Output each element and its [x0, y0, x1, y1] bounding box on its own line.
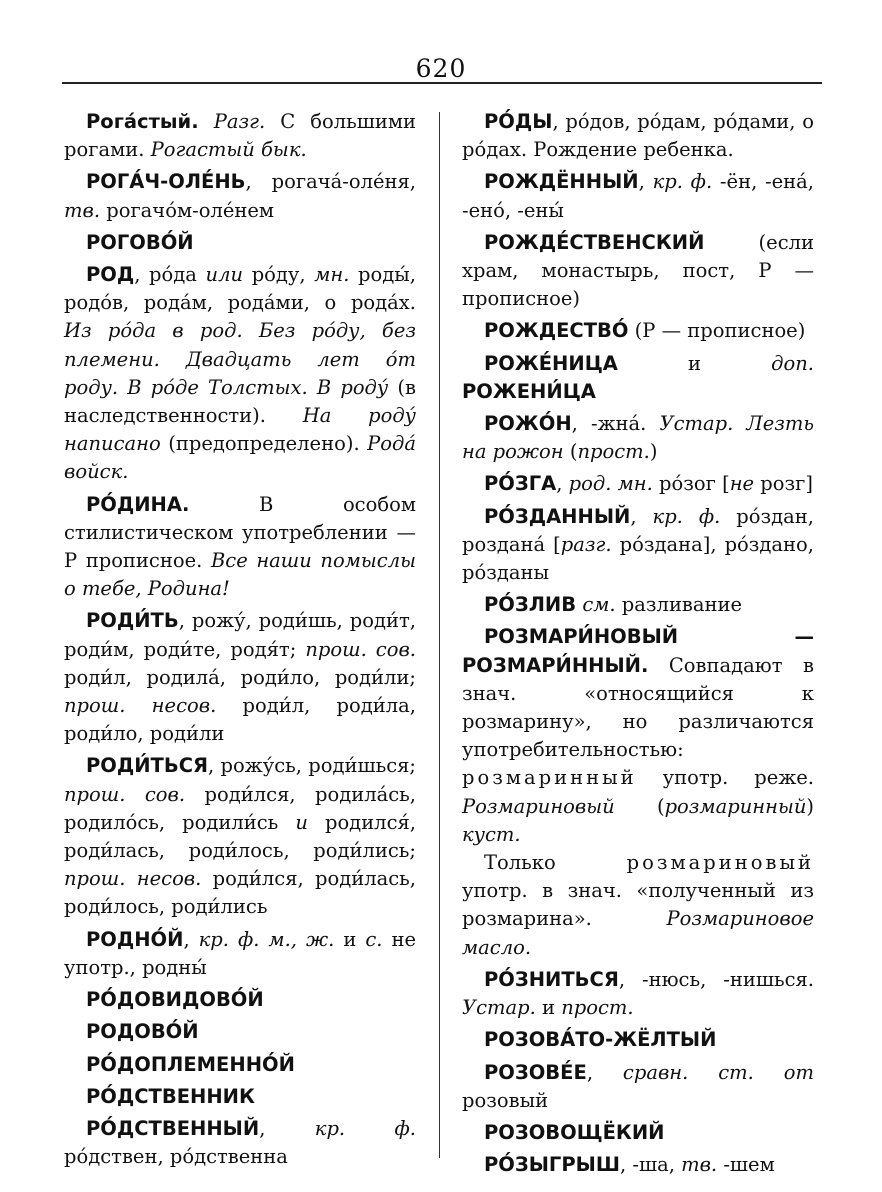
- entry-text: ро́зог [: [652, 472, 730, 496]
- entry-text: разливание: [615, 593, 743, 617]
- entry-headword: РОГОВО́Й: [86, 230, 194, 254]
- dictionary-entry: [462, 410, 814, 466]
- entry-headword: РОЗОВОЩЁКИЙ: [484, 1120, 665, 1144]
- entry-text: употр. в знач. «полученный из розмарина».: [462, 879, 814, 931]
- entry-text: ,: [638, 170, 653, 194]
- dictionary-entry: [462, 168, 814, 224]
- dictionary-entry: [64, 108, 416, 164]
- dictionary-entry: [462, 623, 814, 849]
- entry-italic-text: Из ро́да в род. Без ро́ду, без племени. Двадцать лет о́т роду. В ро́де Толстых. В роду́: [64, 319, 416, 399]
- entry-headword: РО́ДИНА.: [86, 492, 190, 516]
- entry-italic-text: розмаринный: [664, 794, 807, 818]
- entry-headword: РО́ЗДАННЫЙ: [484, 504, 631, 528]
- entry-italic-text: Устар.: [462, 996, 536, 1020]
- dictionary-entry: [462, 591, 814, 619]
- entry-italic-text: прош. несов.: [64, 694, 217, 718]
- entry-text: ,: [259, 1116, 315, 1140]
- entry-text: и: [535, 996, 562, 1020]
- dictionary-entry: [64, 926, 416, 982]
- dictionary-entry: [462, 1151, 814, 1179]
- entry-italic-text: род. мн.: [568, 472, 653, 496]
- entry-italic-text: Разг.: [213, 110, 266, 133]
- entry-italic-text: или: [205, 263, 244, 287]
- dictionary-entry: [462, 350, 814, 406]
- entry-headword: РО́ДСТВЕННИК: [86, 1084, 255, 1108]
- entry-italic-text: разг.: [560, 532, 612, 556]
- entry-text: , -нюсь, -нишься.: [618, 967, 814, 991]
- dictionary-entry: [462, 317, 814, 345]
- entry-headword: РО́ЗЫГРЫШ: [484, 1153, 620, 1177]
- entry-text: (если храм, монастырь, пост, Р — прописное): [462, 230, 814, 311]
- entry-headword: РО́ДЫ: [484, 110, 553, 133]
- entry-italic-text: прош. сов.: [64, 782, 186, 806]
- entry-text: [199, 110, 214, 133]
- entry-italic-text: На роду́ написано: [64, 404, 416, 456]
- entry-text: -ён, -ена́, -ено́, -ены́: [462, 170, 814, 222]
- entry-headword: РОЖЕНИ́ЦА: [462, 379, 596, 403]
- entry-text: , -жна́.: [571, 412, 660, 436]
- entry-headword: РОДИ́ТЬСЯ: [86, 754, 209, 778]
- dictionary-entry: [462, 1059, 814, 1115]
- entry-italic-text: прош. несов.: [64, 867, 202, 891]
- entry-italic-text: см.: [582, 593, 616, 617]
- entry-headword: РОЗОВЕ́Е: [484, 1060, 587, 1084]
- entry-italic-text: кр. ф.: [652, 504, 721, 528]
- entry-headword: РОЖДЁННЫЙ: [484, 170, 639, 194]
- entry-text: (: [614, 794, 665, 818]
- dictionary-entry: [462, 849, 814, 962]
- dictionary-entry: [64, 261, 416, 487]
- header-rule: [62, 82, 822, 84]
- entry-headword: РОЗОВА́ТО-ЖЁЛТЫЙ: [484, 1028, 717, 1052]
- entry-text: роди́лся, роди́лась, роди́лось, роди́лись: [64, 867, 416, 919]
- entry-headword: РОЗМАРИ́НОВЫЙ — РОЗМАРИ́ННЫЙ.: [462, 625, 814, 677]
- entry-italic-text: Устар. Лезть на рожон: [462, 412, 814, 464]
- entry-italic-text: с.: [365, 927, 383, 951]
- entry-italic-text: Рода́ войск.: [64, 432, 416, 484]
- entry-italic-text: Все наши помыслы о тебе, Родина!: [64, 549, 416, 601]
- entry-text: (в наследственности).: [64, 375, 416, 428]
- entry-headword: РО́ДСТВЕННЫЙ: [86, 1116, 260, 1140]
- dictionary-entry: [462, 1026, 814, 1054]
- entry-text: , ро́дов, ро́дам, ро́дами, о ро́дах. Рождение ребенка.: [462, 110, 814, 162]
- entry-headword: РОЖО́Н: [484, 412, 572, 436]
- entry-italic-text: кр. ф. м., ж.: [198, 927, 335, 951]
- dictionary-entry: [64, 1115, 416, 1171]
- entry-spaced-text: розмариновый: [626, 851, 814, 875]
- entry-text: С большими рогами.: [64, 110, 417, 162]
- entry-text: родился́, роди́лась, роди́лось, роди́лись;: [64, 810, 416, 863]
- entry-headword: Рога́стый.: [86, 110, 199, 133]
- entry-text: ро́здан, роздана́ [: [462, 504, 814, 556]
- entry-text: ): [649, 440, 658, 464]
- entry-text: ,: [556, 472, 569, 496]
- entry-headword: РОДОВО́Й: [86, 1020, 199, 1044]
- entry-text: роды́, родо́в, рода́м, рода́ми, о рода́х.: [64, 263, 416, 315]
- entry-italic-text: не: [729, 472, 755, 496]
- entry-text: (предопределено).: [160, 432, 368, 456]
- entry-text: роди́л, родила́, роди́ло, роди́ли;: [64, 665, 416, 689]
- entry-text: роди́лся, родила́сь, родило́сь, родили́сь: [64, 782, 416, 834]
- entry-text: , рогача́-оле́ня,: [245, 170, 416, 194]
- dictionary-entry: [64, 229, 416, 257]
- entry-italic-text: мн.: [314, 263, 350, 287]
- entry-text: розовый: [462, 1088, 549, 1112]
- entry-italic-text: Рогастый бык.: [150, 138, 307, 162]
- dictionary-entry: [64, 1018, 416, 1046]
- entry-headword: РОЖДЕ́СТВЕНСКИЙ: [484, 230, 705, 254]
- dictionary-entry: [462, 503, 814, 588]
- entry-headword: РОЖДЕСТВО́: [484, 319, 629, 343]
- entry-text: ,: [183, 927, 199, 951]
- entry-headword: РО́ЗНИТЬСЯ: [484, 967, 619, 991]
- dictionary-entry: [64, 1083, 416, 1111]
- dictionary-entry: [64, 607, 416, 748]
- entry-text: ро́ду,: [243, 263, 315, 287]
- entry-text: Совпадают в знач. «относящийся к розмарину», но различаются употребительностью:: [462, 653, 814, 762]
- entry-text: не употр., родны́: [64, 927, 416, 979]
- entry-spaced-text: розмаринный: [462, 766, 637, 790]
- entry-headword: РОДНО́Й: [86, 927, 184, 951]
- dictionary-entry: [462, 966, 814, 1022]
- entry-headword: РО́ДОПЛЕМЕННО́Й: [86, 1052, 295, 1076]
- entry-text: роди́л, роди́ла, роди́ло, роди́ли: [64, 694, 416, 746]
- entry-text: , ро́да: [134, 263, 206, 287]
- column-divider: [439, 112, 440, 1158]
- entry-headword: РОД: [86, 263, 135, 287]
- entry-headword: РО́ДОВИДОВО́Й: [86, 988, 264, 1012]
- entry-text: ро́дствен, ро́дственна: [64, 1145, 288, 1169]
- entry-italic-text: и: [295, 810, 308, 834]
- entry-italic-text: прош. сов.: [305, 637, 416, 661]
- entry-italic-text: кр. ф.: [314, 1116, 416, 1140]
- dictionary-entry: [64, 986, 416, 1014]
- entry-text: употр. реже.: [636, 766, 814, 790]
- dictionary-entry: [462, 1119, 814, 1147]
- entry-text: -шем: [717, 1153, 775, 1177]
- page-number: 620: [415, 54, 467, 83]
- entry-text: , -ша,: [619, 1153, 682, 1177]
- dictionary-entry: [64, 168, 416, 224]
- entry-text: розг]: [754, 472, 813, 496]
- entry-headword: РО́ЗЛИВ: [484, 593, 577, 617]
- entry-italic-text: тв.: [681, 1153, 718, 1177]
- entry-text: ): [806, 794, 814, 818]
- left-column: [64, 108, 416, 1175]
- dictionary-entry: [64, 1051, 416, 1079]
- entry-italic-text: прост.: [561, 996, 634, 1020]
- entry-italic-text: прост.: [577, 440, 650, 464]
- entry-headword: РО́ЗГА: [484, 472, 557, 496]
- dictionary-entry: [64, 752, 416, 921]
- entry-headword: РОГА́Ч-ОЛЕ́НЬ: [86, 170, 246, 194]
- entry-italic-text: Розмариновый: [462, 794, 615, 818]
- dictionary-entry: [462, 108, 814, 164]
- entry-italic-text: куст.: [462, 822, 521, 846]
- entry-headword: РОДИ́ТЬ: [86, 609, 179, 633]
- entry-text: и: [334, 927, 366, 951]
- entry-text: ,: [630, 504, 653, 528]
- dictionary-entry: [462, 470, 814, 498]
- entry-headword: РОЖЕ́НИЦА: [484, 351, 618, 375]
- entry-text: ро́здана], ро́здано, ро́зданы: [462, 532, 814, 585]
- entry-italic-text: кр. ф.: [652, 170, 713, 194]
- entry-text: рогачо́м-оле́нем: [100, 198, 275, 222]
- dictionary-entry: [462, 229, 814, 314]
- entry-italic-text: Розмариновое масло.: [462, 907, 814, 959]
- entry-text: ,: [586, 1060, 623, 1084]
- entry-text: и: [617, 351, 772, 375]
- entry-text: , рожу́, роди́шь, роди́т, роди́м, роди́те, родя́т;: [64, 609, 416, 661]
- dictionary-entry: [64, 491, 416, 604]
- entry-text: (: [563, 440, 578, 464]
- entry-text: (Р — прописное): [628, 319, 806, 343]
- entry-text: , рожу́сь, роди́шься;: [208, 754, 416, 778]
- entry-text: В особом стилистическом употреблении — Р прописное.: [64, 492, 416, 573]
- entry-italic-text: доп.: [771, 351, 814, 375]
- entry-italic-text: тв.: [64, 198, 101, 222]
- right-column: [462, 108, 814, 1183]
- entry-italic-text: сравн. ст. от: [622, 1060, 814, 1084]
- entry-text: Только: [484, 851, 627, 875]
